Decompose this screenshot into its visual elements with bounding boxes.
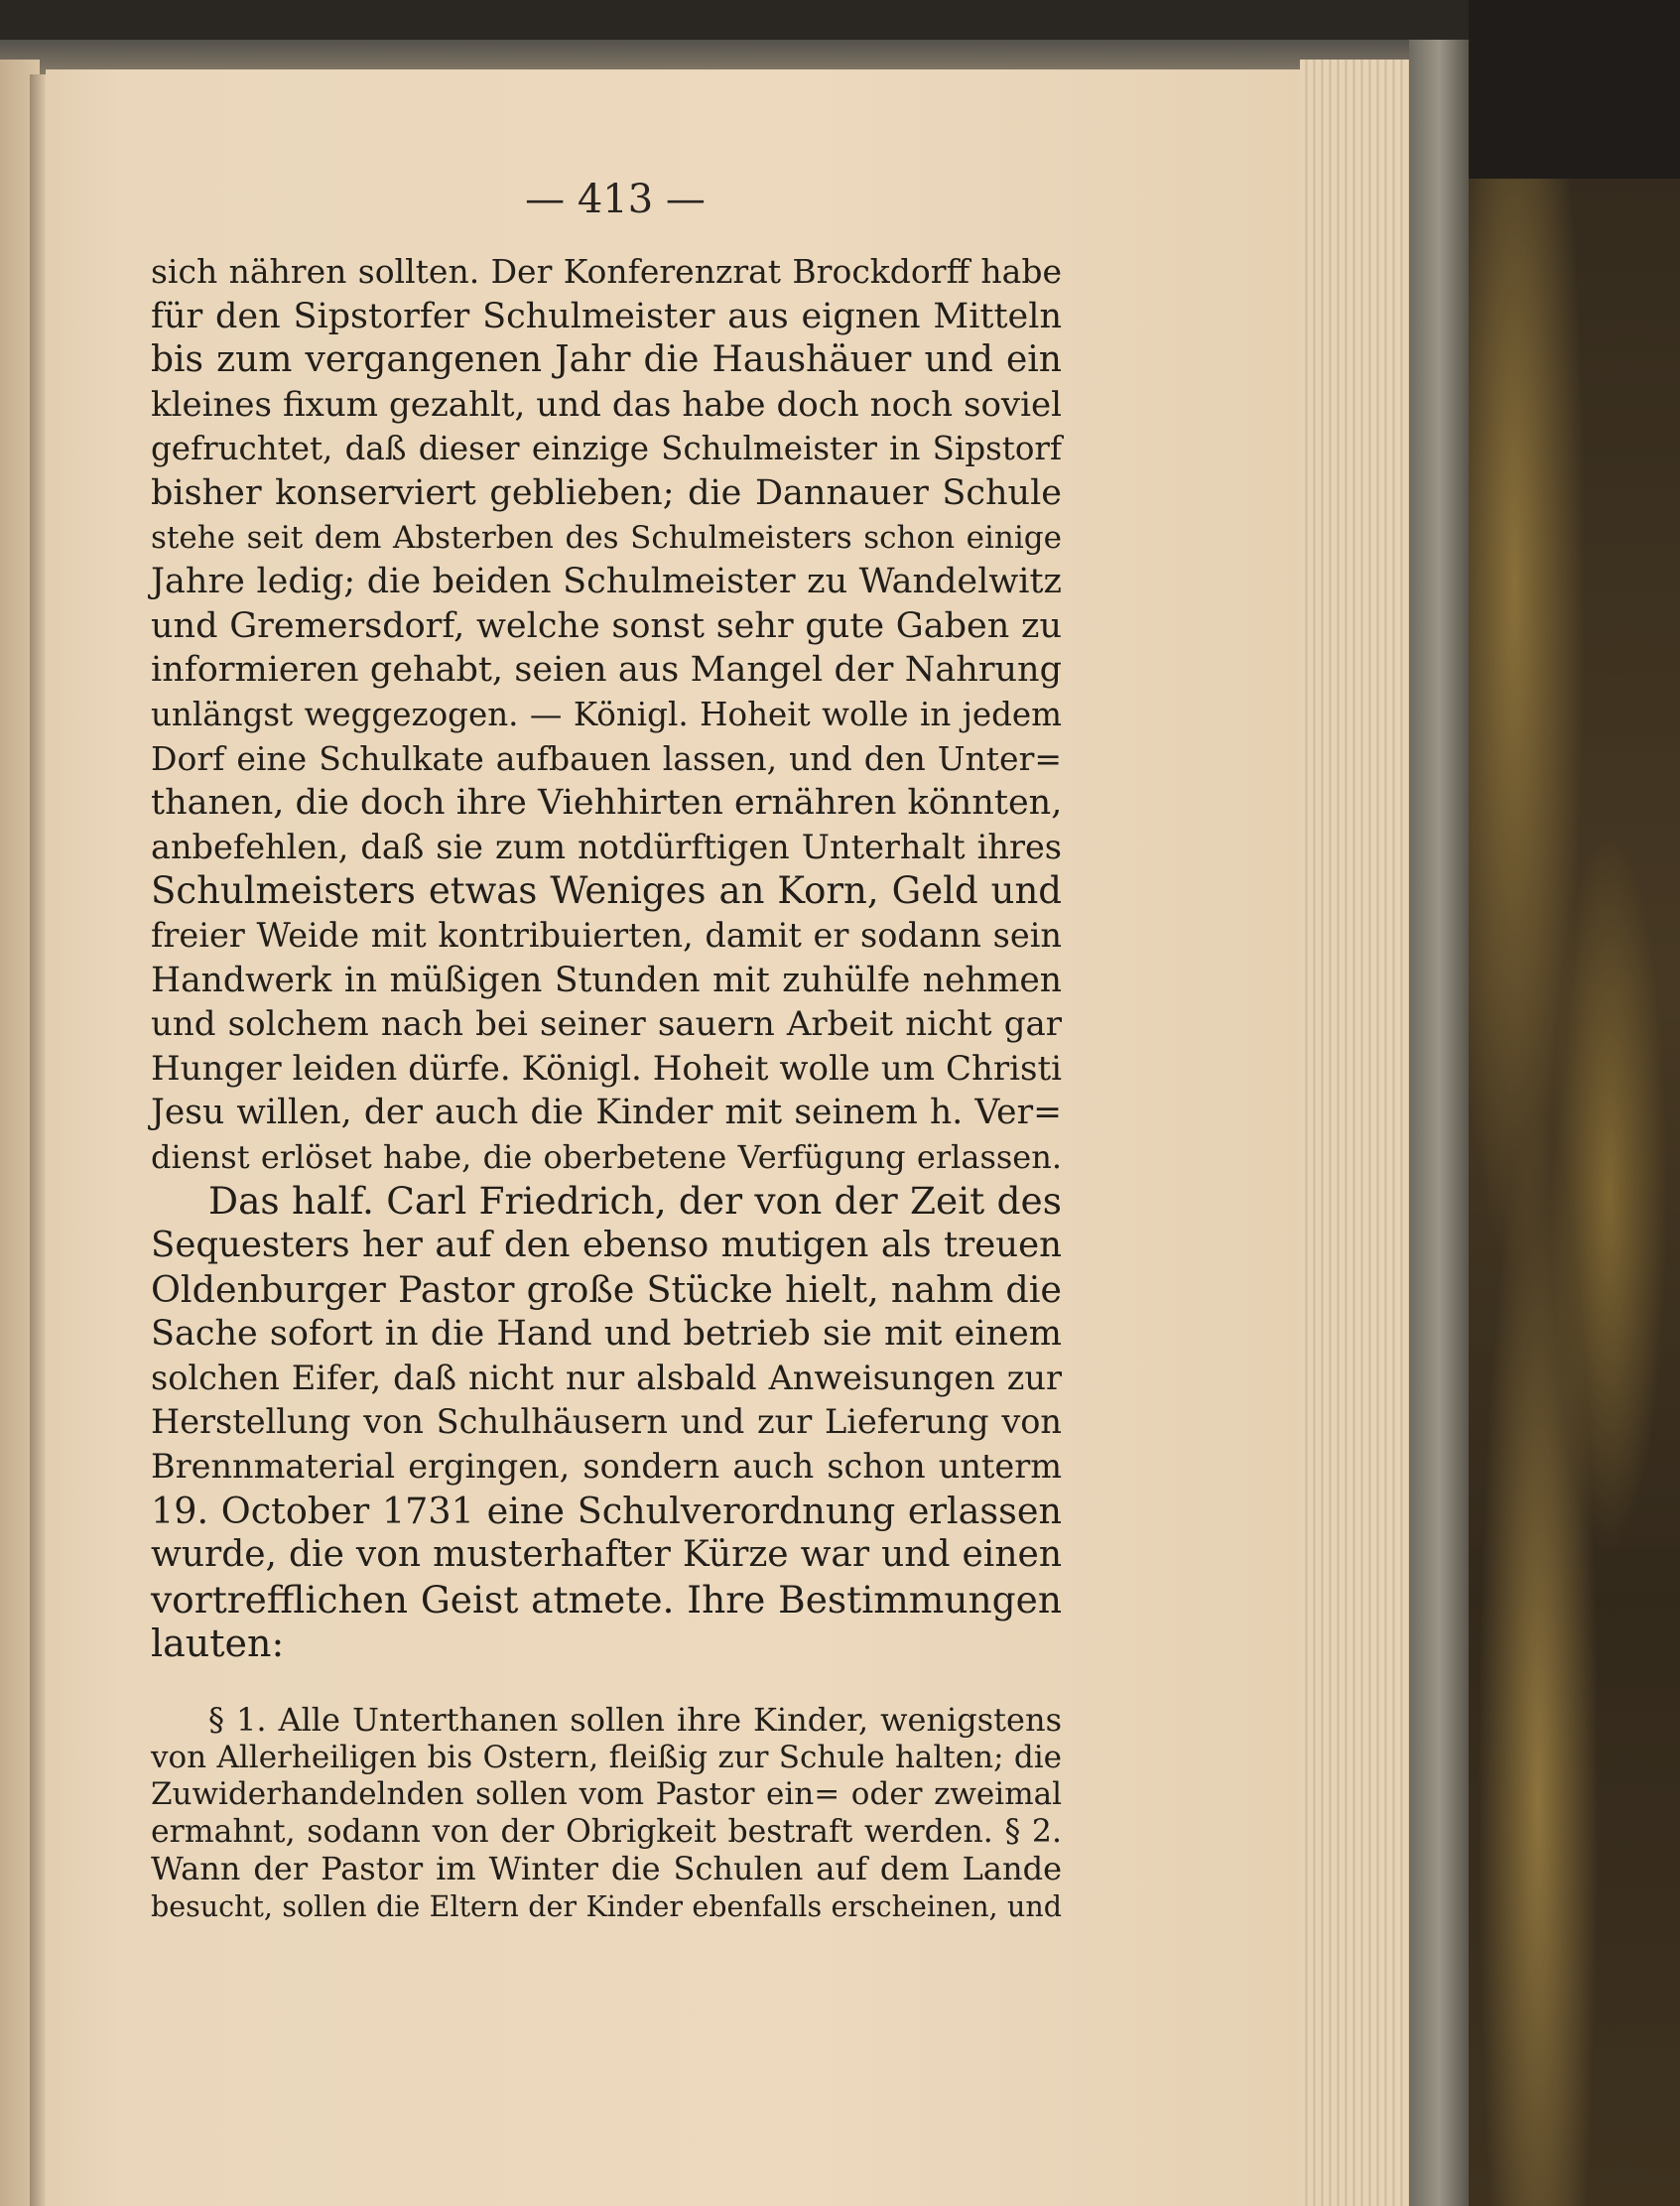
background-corner [1469, 0, 1680, 179]
text-line: von Allerheiligen bis Ostern, fleißig zur Schule halten; die [151, 1739, 1062, 1775]
text-line: informieren gehabt, seien aus Mangel der Nahrung [151, 650, 1062, 691]
text-line: Schulmeisters etwas Weniges an Korn, Geld und [151, 869, 1062, 913]
text-line: § 1. Alle Unterthanen sollen ihre Kinder, wenigstens [208, 1701, 1062, 1739]
text-line: besucht, sollen die Eltern der Kinder ebenfalls erscheinen, und [151, 1889, 1062, 1923]
text-line: Jesu willen, der auch die Kinder mit seinem h. Ver= [151, 1093, 1062, 1133]
text-line: thanen, die doch ihre Viehhirten ernähren könnten, [151, 783, 1063, 824]
page-number: — 413 — [525, 177, 706, 222]
text-line: Sequesters her auf den ebenso mutigen als treuen [151, 1225, 1062, 1266]
text-line: Handwerk in müßigen Stunden mit zuhülfe nehmen [151, 960, 1062, 1000]
book-cover-edge [1409, 40, 1469, 2206]
text-line: Brennmaterial ergingen, sondern auch schon unterm [151, 1447, 1062, 1487]
text-line: bis zum vergangenen Jahr die Haushäuer und ein [151, 339, 1062, 381]
text-line: Dorf eine Schulkate aufbauen lassen, und den Unter= [151, 738, 1062, 778]
text-line: Oldenburger Pastor große Stücke hielt, nahm die [151, 1267, 1062, 1311]
text-line: vortrefflichen Geist atmete. Ihre Bestimmungen [151, 1577, 1062, 1622]
text-line: solchen Eifer, daß nicht nur alsbald Anweisungen zur [151, 1358, 1062, 1397]
text-line: Herstellung von Schulhäusern und zur Lieferung von [151, 1402, 1062, 1442]
text-line: und solchem nach bei seiner sauern Arbeit nicht gar [151, 1004, 1062, 1045]
text-line: Jahre ledig; die beiden Schulmeister zu Wandelwitz [151, 562, 1062, 602]
text-line: Zuwiderhandelnden sollen vom Pastor ein= oder zweimal [151, 1776, 1062, 1812]
quoted-ordinance [151, 1702, 1062, 1925]
text-line: anbefehlen, daß sie zum notdürftigen Unterhalt ihres [151, 827, 1062, 866]
text-line: Wann der Pastor im Winter die Schulen auf dem Lande [151, 1850, 1062, 1887]
body-text [151, 250, 1062, 1666]
text-line: Das half. Carl Friedrich, der von der Zeit des [208, 1179, 1062, 1224]
text-line: sich nähren sollten. Der Konferenzrat Brockdorff habe [151, 252, 1062, 291]
page-stack-edges [1300, 60, 1409, 2206]
text-line: 19. October 1731 eine Schulverordnung erlassen [151, 1489, 1062, 1532]
text-line: dienst erlöset habe, die oberbetene Verfügung erlassen. [151, 1137, 1062, 1176]
text-line: für den Sipstorfer Schulmeister aus eignen Mitteln [151, 296, 1062, 336]
text-line: Sache sofort in die Hand und betrieb sie mit einem [151, 1314, 1062, 1355]
text-line: Hunger leiden dürfe. Königl. Hoheit wolle um Christi [151, 1048, 1062, 1089]
text-line: lauten: [151, 1622, 285, 1666]
text-line: gefruchtet, daß dieser einzige Schulmeister in Sipstorf [151, 430, 1062, 468]
text-line: unlängst weggezogen. — Königl. Hoheit wolle in jedem [151, 695, 1062, 733]
text-line: wurde, die von musterhafter Kürze war und einen [151, 1534, 1062, 1576]
text-line: kleines fixum gezahlt, und das habe doch noch soviel [151, 384, 1062, 425]
text-line: ermahnt, sodann von der Obrigkeit bestraft werden. § 2. [151, 1813, 1062, 1850]
text-line: bisher konserviert geblieben; die Dannauer Schule [151, 472, 1062, 513]
text-line: stehe seit dem Absterben des Schulmeisters schon einige [151, 519, 1062, 556]
text-line: freier Weide mit kontribuierten, damit er sodann sein [151, 915, 1062, 955]
marbled-endpaper [1444, 179, 1680, 2206]
text-line: und Gremersdorf, welche sonst sehr gute Gaben zu [151, 605, 1062, 646]
